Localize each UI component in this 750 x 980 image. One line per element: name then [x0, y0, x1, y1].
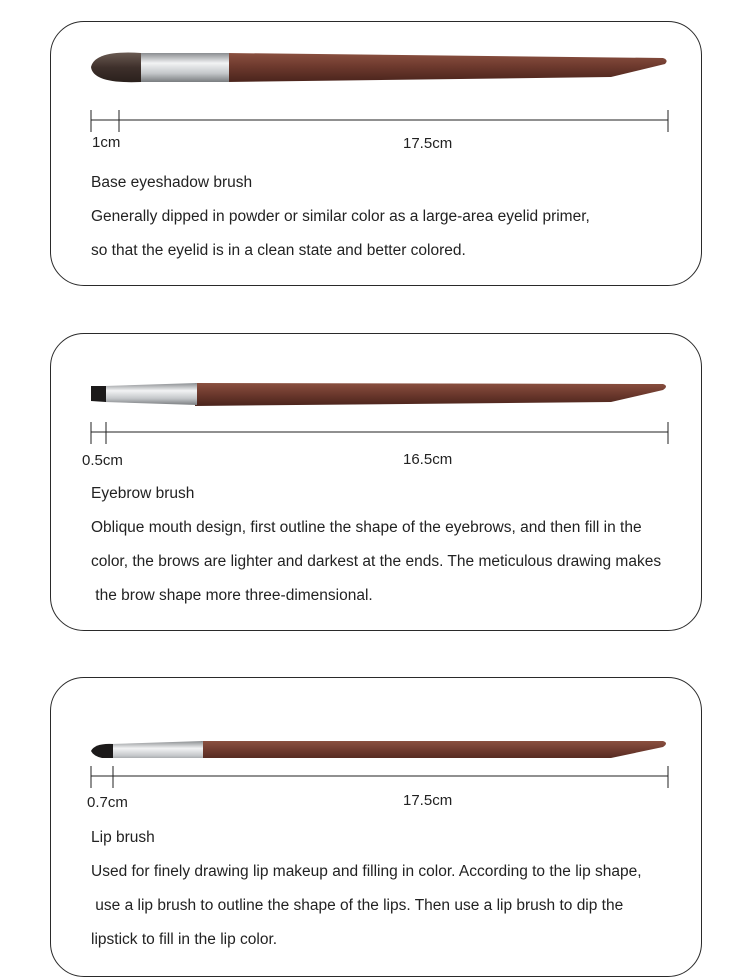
bristle-length-label: 1cm — [92, 134, 121, 151]
brush-card-lip — [50, 677, 702, 977]
brush-title: Base eyeshadow brush — [91, 174, 253, 191]
description-line: Generally dipped in powder or similar color as a large-area eyelid primer, — [91, 208, 590, 225]
brush-title: Eyebrow brush — [91, 485, 195, 502]
total-length-label: 17.5cm — [403, 792, 453, 809]
description-line: use a lip brush to outline the shape of the lips. Then use a lip brush to dip the — [91, 897, 624, 914]
bristle-length-label: 0.7cm — [87, 794, 128, 811]
total-length-label: 16.5cm — [403, 451, 453, 468]
description-line: the brow shape more three-dimensional. — [91, 587, 373, 604]
description-line: lipstick to fill in the lip color. — [91, 931, 278, 948]
description-line: so that the eyelid is in a clean state and better colored. — [91, 242, 466, 259]
brush-title: Lip brush — [91, 829, 155, 846]
description-line: Used for finely drawing lip makeup and filling in color. According to the lip shape, — [91, 863, 642, 880]
description-line: Oblique mouth design, first outline the shape of the eyebrows, and then fill in the — [91, 519, 642, 536]
measurement-ruler — [51, 334, 703, 454]
description-line: color, the brows are lighter and darkest at the ends. The meticulous drawing makes — [91, 553, 662, 570]
brush-description — [91, 200, 590, 268]
measurement-ruler — [51, 678, 703, 798]
brush-card-base-eyeshadow — [50, 21, 702, 286]
total-length-label: 17.5cm — [403, 135, 453, 152]
brush-card-eyebrow — [50, 333, 702, 631]
measurement-ruler — [51, 22, 703, 142]
bristle-length-label: 0.5cm — [82, 452, 123, 469]
brush-description — [91, 511, 661, 613]
brush-description — [91, 855, 642, 957]
